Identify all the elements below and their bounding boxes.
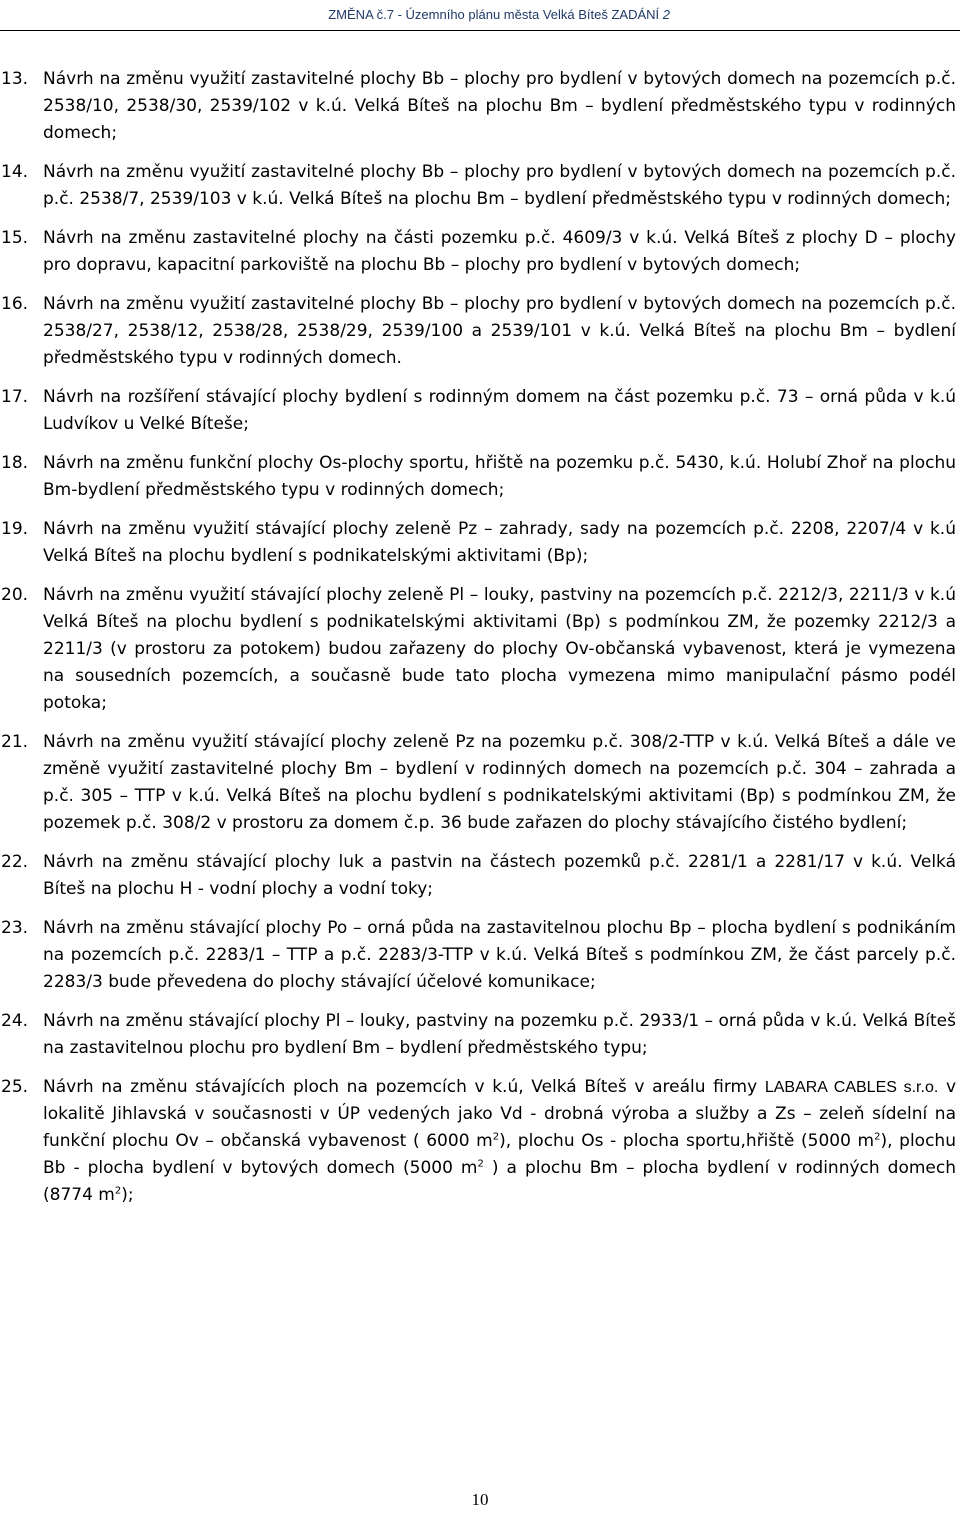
list-item	[0, 729, 960, 837]
item-text-part: ), plochu Os - plocha sportu,hřiště (5000 m	[499, 1131, 875, 1151]
page-header	[0, 6, 960, 31]
item-number: 23.	[1, 918, 29, 938]
item-text: Návrh na změnu zastavitelné plochy na části pozemku p.č. 4609/3 v k.ú. Velká Bíteš z plochy D – plochy pro dopravu, kapacitní parkoviště na plochu Bb – plochy pro bydlení v bytových domech;	[43, 228, 956, 275]
item-number: 13.	[1, 69, 29, 89]
list-item	[0, 225, 960, 279]
item-text: Návrh na změnu stávající plochy Pl – louky, pastviny na pozemku p.č. 2933/1 – orná půda v k.ú. Velká Bíteš na zastavitelnou plochu pro bydlení Bm – bydlení předměstského typu;	[43, 1011, 956, 1058]
superscript: 2	[874, 1131, 881, 1143]
item-number: 18.	[1, 453, 29, 473]
item-number: 21.	[1, 732, 29, 752]
list-item	[0, 291, 960, 372]
item-number: 20.	[1, 585, 29, 605]
item-text: Návrh na změnu využití zastavitelné plochy Bb – plochy pro bydlení v bytových domech na pozemcích p.č. p.č. 2538/7, 2539/103 v k.ú. Velká Bíteš na plochu Bm – bydlení předměstského typu v rodinných domech;	[43, 162, 956, 209]
item-number: 19.	[1, 519, 29, 539]
item-number: 17.	[1, 387, 29, 407]
item-text: Návrh na změnu využití stávající plochy zeleně Pl – louky, pastviny na pozemcích p.č. 2212/3, 2211/3 v k.ú Velká Bíteš na plochu bydlení s podnikatelskými aktivitami (Bp) s podmínkou ZM, že pozemky 2212/3 a 2211/3 (v prostoru za potokem) budou zařazeny do plochy Ov-občanská vybavenost, která je vymezena na sousedních pozemcích, a současně bude tato plocha vymezena mimo manipulační pásmo podél potoka;	[43, 585, 956, 713]
item-number: 16.	[1, 294, 29, 314]
proposal-list	[0, 66, 960, 1221]
list-item	[0, 849, 960, 903]
item-text: Návrh na změnu využití zastavitelné plochy Bb – plochy pro bydlení v bytových domech na pozemcích p.č. 2538/27, 2538/12, 2538/28, 2538/29, 2539/100 a 2539/101 v k.ú. Velká Bíteš na plochu Bm – bydlení předměstského typu v rodinných domech.	[43, 294, 956, 368]
list-item	[0, 915, 960, 996]
list-item	[0, 516, 960, 570]
list-item	[0, 582, 960, 717]
page-number: 10	[471, 1490, 489, 1509]
item-text: Návrh na změnu stávající plochy Po – orná půda na zastavitelnou plochu Bp – plocha bydlení s podnikáním na pozemcích p.č. 2283/1 – TTP a p.č. 2283/3-TTP v k.ú. Velká Bíteš s podmínkou ZM, že část parcely p.č. 2283/3 bude převedena do plochy stávající účelové komunikace;	[43, 918, 956, 992]
list-item	[0, 384, 960, 438]
item-number: 14.	[1, 162, 29, 182]
header-title	[328, 7, 670, 22]
item-number: 25.	[1, 1077, 29, 1097]
item-text: Návrh na rozšíření stávající plochy bydlení s rodinným domem na část pozemku p.č. 73 – orná půda v k.ú Ludvíkov u Velké Bíteše;	[43, 387, 956, 434]
list-item	[0, 1074, 960, 1209]
list-item	[0, 159, 960, 213]
item-text	[43, 1074, 956, 1209]
company-name: LABARA CABLES s.r.o.	[764, 1079, 939, 1096]
item-text: Návrh na změnu funkční plochy Os-plochy sportu, hřiště na pozemku p.č. 5430, k.ú. Holubí Zhoř na plochu Bm-bydlení předměstského typu v rodinných domech;	[43, 453, 956, 500]
list-item	[0, 66, 960, 147]
superscript: 2	[114, 1185, 122, 1197]
item-text-part: v lokalitě Jihlavská v současnosti v ÚP vedených jako Vd - drobná výroba a služby a Zs – zeleň sídelní na funkční plochu Ov – občanská vybavenost ( 6000 m	[43, 1077, 957, 1151]
list-item	[0, 1008, 960, 1062]
item-text-part: ) a plochu Bm – plocha bydlení v rodinných domech (8774 m	[43, 1158, 956, 1205]
item-text: Návrh na změnu využití stávající plochy zeleně Pz – zahrady, sady na pozemcích p.č. 2208, 2207/4 v k.ú Velká Bíteš na plochu bydlení s podnikatelskými aktivitami (Bp);	[43, 519, 956, 566]
item-text-part: );	[121, 1185, 134, 1205]
item-number: 24.	[1, 1011, 29, 1031]
item-number: 15.	[1, 228, 29, 248]
item-text: Návrh na změnu stávající plochy luk a pastvin na částech pozemků p.č. 2281/1 a 2281/17 v k.ú. Velká Bíteš na plochu H - vodní plochy a vodní toky;	[43, 852, 956, 899]
item-number: 22.	[1, 852, 29, 872]
header-page-number: 2	[662, 7, 670, 22]
item-text-part: ), plochu Bb - plocha bydlení v bytových domech (5000 m	[43, 1131, 956, 1178]
item-text: Návrh na změnu využití stávající plochy zeleně Pz na pozemku p.č. 308/2-TTP v k.ú. Velká Bíteš a dále ve změně využití zastavitelné plochy Bm – bydlení v rodinných domech na pozemcích p.č. 304 – zahrada a p.č. 305 – TTP v k.ú. Velká Bíteš na plochu bydlení s podnikatelskými aktivitami (Bp) s podmínkou ZM, že pozemek p.č. 308/2 v prostoru za domem č.p. 36 bude zařazen do plochy stávajícího čistého bydlení;	[43, 732, 956, 833]
item-text-part: Návrh na změnu stávajících ploch na pozemcích v k.ú, Velká Bíteš v areálu firmy	[43, 1077, 765, 1097]
header-title-text: ZMĚNA č.7 - Územního plánu města Velká Bíteš ZADÁNÍ	[328, 7, 660, 22]
superscript: 2	[477, 1158, 484, 1170]
superscript: 2	[492, 1131, 500, 1143]
list-item	[0, 450, 960, 504]
item-text: Návrh na změnu využití zastavitelné plochy Bb – plochy pro bydlení v bytových domech na pozemcích p.č. 2538/10, 2538/30, 2539/102 v k.ú. Velká Bíteš na plochu Bm – bydlení předměstského typu v rodinných domech;	[43, 69, 956, 143]
